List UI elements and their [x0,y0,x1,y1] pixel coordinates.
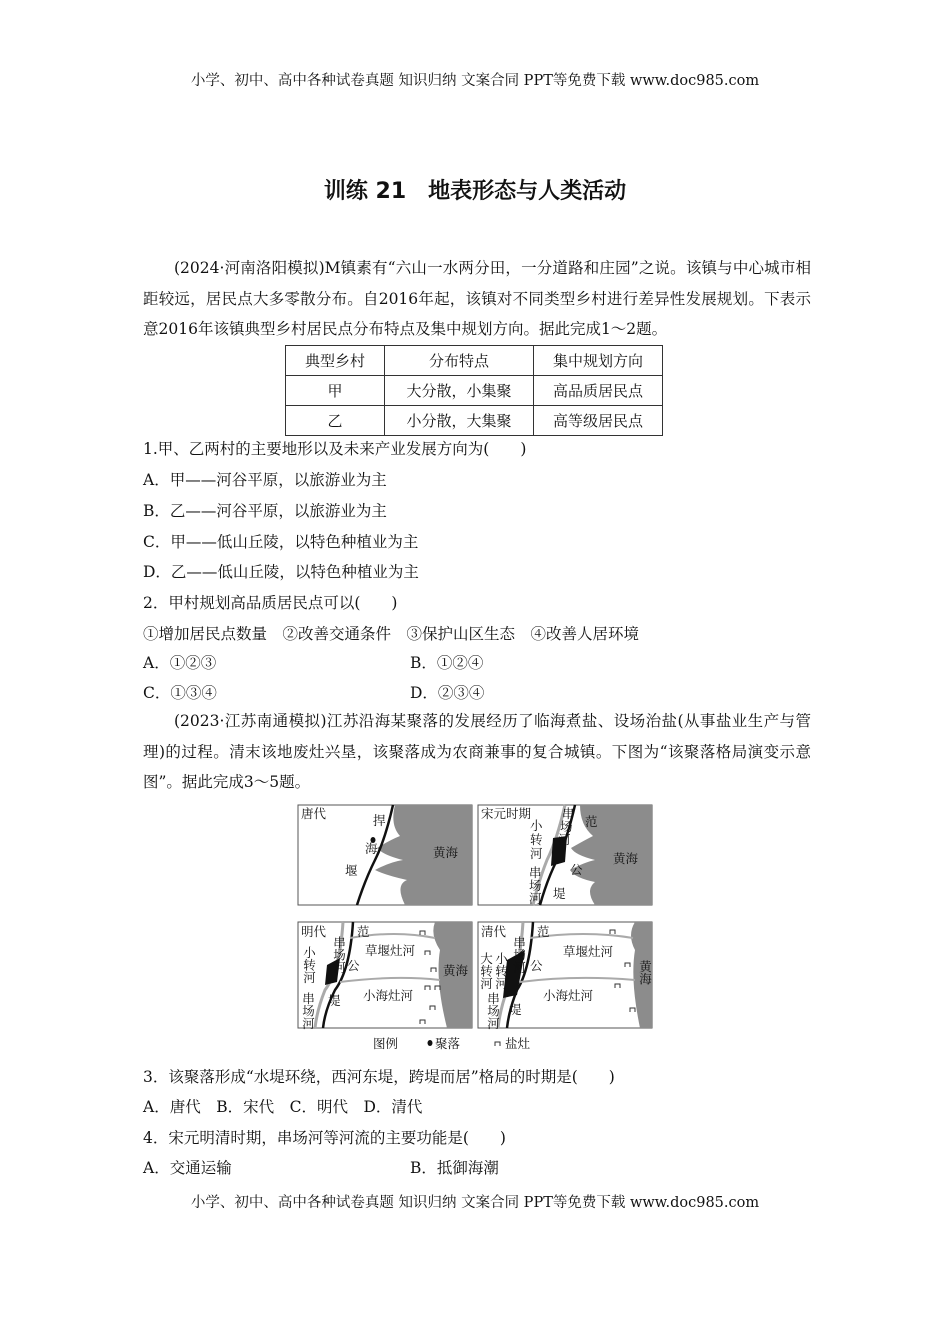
map-label: 堰 [345,863,358,878]
map-panel-ming [298,922,472,1030]
map-label: 黄海 [443,963,469,978]
question-2-option-b: B．①②④ [410,654,484,672]
map-label: 黄海 [433,845,459,860]
legend-settlement: 聚落 [435,1036,461,1051]
map-label: 串场河 [300,992,316,1030]
salt-stove-legend-icon [495,1042,500,1046]
map-label: 黄海 [637,960,653,985]
table-header: 分布特点 [385,346,534,376]
settlement-legend-icon [428,1040,433,1046]
map-label: 小 [530,818,543,833]
table-header: 集中规划方向 [534,346,663,376]
question-2-items: ①增加居民点数量 ②改善交通条件 ③保护山区生态 ④改善人居环境 [143,625,640,643]
map-label: 黄海 [613,851,639,866]
map-label: 范 [585,814,598,829]
map-label: 堤 [328,993,341,1008]
map-label: 小转河 [493,952,509,990]
page-title: 训练 21 地表形态与人类活动 [323,179,627,204]
map-label: 堤 [553,886,566,901]
map-panel-song-yuan [478,805,652,906]
map-label: 海 [365,841,378,856]
map-label: 串场河 [331,936,347,974]
question-1-option-d: D．乙——低山丘陵，以特色种植业为主 [143,563,419,581]
question-4-option-a: A．交通运输 [143,1159,232,1177]
table-cell: 小分散，大集聚 [385,406,534,436]
map-label: 范 [537,924,550,939]
table-cell: 高等级居民点 [534,406,663,436]
table-cell: 大分散，小集聚 [385,376,534,406]
question-4-stem: 4．宋元明清时期，串场河等河流的主要功能是( ) [143,1129,506,1147]
question-3-stem: 3．该聚落形成“水堤环绕，西河东堤，跨堤而居”格局的时期是( ) [143,1068,615,1086]
period-label: 清代 [481,924,507,939]
question-1-option-a: A．甲——河谷平原，以旅游业为主 [143,471,387,489]
question-1-stem: 1.甲、乙两村的主要地形以及未来产业发展方向为( ) [143,440,527,458]
period-label: 明代 [301,924,327,939]
map-label: 场 [560,819,573,834]
map-panel-tang [298,805,472,905]
table-row [286,376,663,406]
question-2-option-c: C．①③④ [143,684,217,702]
map-label: 串场河 [511,936,527,974]
period-label: 宋元时期 [481,806,532,821]
map-label: 转 [530,832,543,847]
question-2-option-a: A．①②③ [143,654,217,672]
map-label: 小海灶河 [543,988,594,1003]
table-header: 典型乡村 [286,346,385,376]
page-footer: 小学、初中、高中各种试卷真题 知识归纳 文案合同 PPT等免费下载 www.doc985.com [190,1195,760,1211]
map-label: 场 [529,878,542,893]
question-2-option-d: D．②③④ [410,684,485,702]
table-cell: 乙 [286,406,385,436]
map-label: 公 [570,862,583,877]
question-3-options: A．唐代 B．宋代 C．明代 D．清代 [143,1098,423,1116]
question-4-option-b: B．抵御海潮 [410,1159,499,1177]
intro-paragraph-2: (2023·江苏南通模拟)江苏沿海某聚落的发展经历了临海煮盐、设场治盐(从事盐业生产与管理)的过程。清末该地废灶兴垦，该聚落成为农商兼事的复合城镇。下图为“该聚落格局演变示意图”。据此完成3～5题。 [143,712,811,791]
page-header: 小学、初中、高中各种试卷真题 知识归纳 文案合同 PPT等免费下载 www.doc985.com [190,73,760,89]
table-cell: 甲 [286,376,385,406]
map-label: 小海灶河 [363,988,414,1003]
map-label: 草堰灶河 [365,943,416,958]
map-label: 公 [530,958,543,973]
map-legend [373,1036,531,1051]
map-label: 小转河 [301,946,317,984]
period-label: 唐代 [301,806,327,821]
map-label: 串 [529,865,542,880]
table-row [286,406,663,436]
map-label: 河 [530,846,543,861]
table-cell: 高品质居民点 [534,376,663,406]
map-label: 公 [347,958,360,973]
map-label: 捍 [373,813,386,828]
map-label: 河 [558,832,571,847]
question-1-option-c: C．甲——低山丘陵，以特色种植业为主 [143,533,419,551]
legend-title: 图例 [373,1036,399,1051]
question-1-option-b: B．乙——河谷平原，以旅游业为主 [143,502,387,520]
village-table [285,345,663,436]
intro-paragraph-1: (2024·河南洛阳模拟)M镇素有“六山一水两分田，一分道路和庄园”之说。该镇与中心城市相距较远，居民点大多零散分布。自2016年起，该镇对不同类型乡村进行差异性发展规划。下表示意2016年该镇典型乡村居民点分布特点及集中规划方向。据此完成1～2题。 [143,259,811,338]
map-label: 范 [357,924,370,939]
question-2-stem: 2．甲村规划高品质居民点可以( ) [143,594,398,612]
legend-salt-stove: 盐灶 [505,1036,531,1051]
map-label: 河 [529,891,542,906]
map-label: 草堰灶河 [563,944,614,959]
map-label: 大转河 [478,952,494,990]
map-label: 堤 [509,1002,522,1017]
settlement-evolution-map [295,800,660,1055]
map-label: 串 [562,806,575,821]
table-header-row [286,346,663,376]
map-panel-qing [478,922,653,1030]
map-label: 串场河 [485,992,501,1030]
